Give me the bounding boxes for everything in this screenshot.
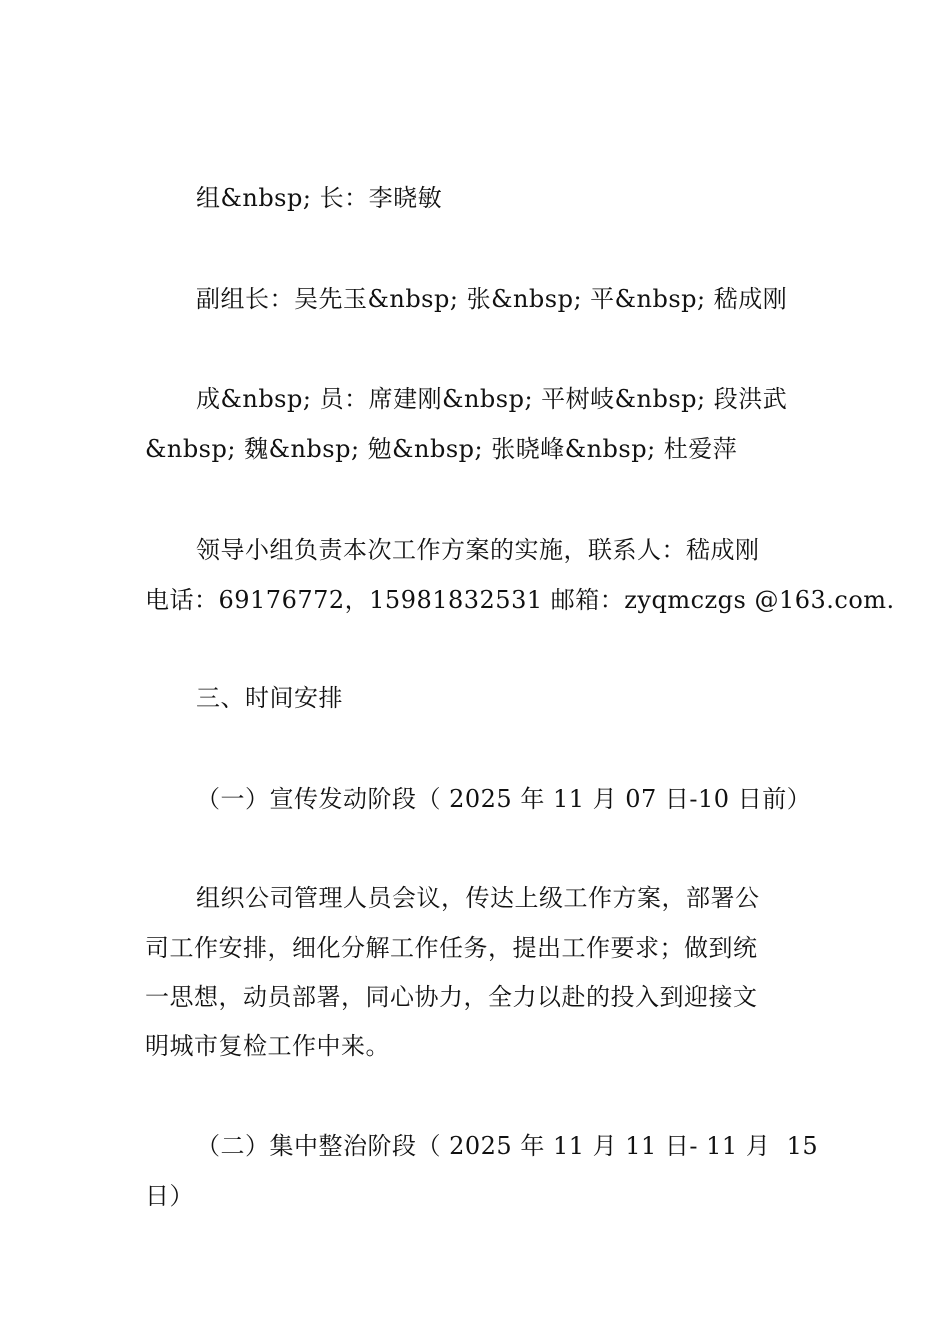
contact-line-1: 领导小组负责本次工作方案的实施，联系人：嵇成刚	[196, 536, 760, 564]
contact-line-2: 电话：69176772，15981832531 邮箱：zyqmczgs @163.com.	[145, 586, 895, 614]
members-line-2: &nbsp; 魏&nbsp; 勉&nbsp; 张晓峰&nbsp; 杜爱萍	[145, 435, 738, 463]
stage-two-heading-continuation: 日）	[145, 1182, 194, 1210]
paragraph-line-1: 组织公司管理人员会议，传达上级工作方案，部署公	[196, 884, 760, 912]
paragraph-line-2: 司工作安排，细化分解工作任务，提出工作要求；做到统	[145, 934, 758, 962]
paragraph-line-3: 一思想，动员部署，同心协力，全力以赴的投入到迎接文	[145, 983, 758, 1011]
stage-two-heading: （二）集中整治阶段（ 2025 年 11 月 11 日- 11 月 15	[196, 1132, 819, 1160]
section-heading: 三、时间安排	[196, 684, 343, 712]
team-leader-line: 组&nbsp; 长：李晓敏	[196, 184, 443, 212]
deputy-leader-line: 副组长：吴先玉&nbsp; 张&nbsp; 平&nbsp; 嵇成刚	[196, 285, 788, 313]
members-line-1: 成&nbsp; 员：席建刚&nbsp; 平树岐&nbsp; 段洪武	[196, 385, 788, 413]
paragraph-line-4: 明城市复检工作中来。	[145, 1032, 390, 1060]
stage-one-heading: （一）宣传发动阶段（ 2025 年 11 月 07 日-10 日前）	[196, 785, 812, 813]
